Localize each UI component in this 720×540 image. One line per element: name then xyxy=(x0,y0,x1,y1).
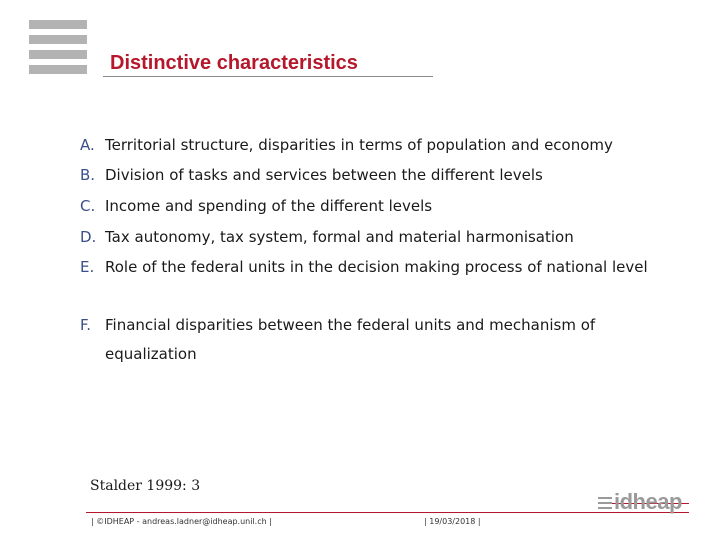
brand-bars-icon xyxy=(598,497,612,512)
list-letter: F. xyxy=(80,316,91,334)
list-item-a xyxy=(80,131,670,160)
brand-wordmark: idheap xyxy=(614,489,682,514)
list-letter: A. xyxy=(80,136,95,154)
list-item-b xyxy=(80,161,670,190)
list-text: Financial disparities between the federal units and mechanism of equalization xyxy=(105,316,596,363)
list-item-d xyxy=(80,223,670,252)
list-item-c xyxy=(80,192,670,221)
list-letter: D. xyxy=(80,228,97,246)
footer-copyright: | ©IDHEAP - andreas.ladner@idheap.unil.ch | xyxy=(91,517,272,526)
list-letter: B. xyxy=(80,166,96,184)
list-text: Territorial structure, disparities in terms of population and economy xyxy=(105,136,613,154)
list-text: Tax autonomy, tax system, formal and material harmonisation xyxy=(105,228,574,246)
page-title: Distinctive characteristics xyxy=(110,52,358,74)
footer-divider xyxy=(86,512,689,513)
list-item-f xyxy=(80,311,670,369)
list-letter: E. xyxy=(80,258,95,276)
list-item-e xyxy=(80,253,670,282)
footer-date: | 19/03/2018 | xyxy=(424,517,481,526)
list-letter: C. xyxy=(80,197,96,215)
list-text: Role of the federal units in the decision making process of national level xyxy=(105,258,648,276)
citation: Stalder 1999: 3 xyxy=(90,478,201,494)
list-text: Division of tasks and services between the different levels xyxy=(105,166,543,184)
list-text: Income and spending of the different levels xyxy=(105,197,433,215)
